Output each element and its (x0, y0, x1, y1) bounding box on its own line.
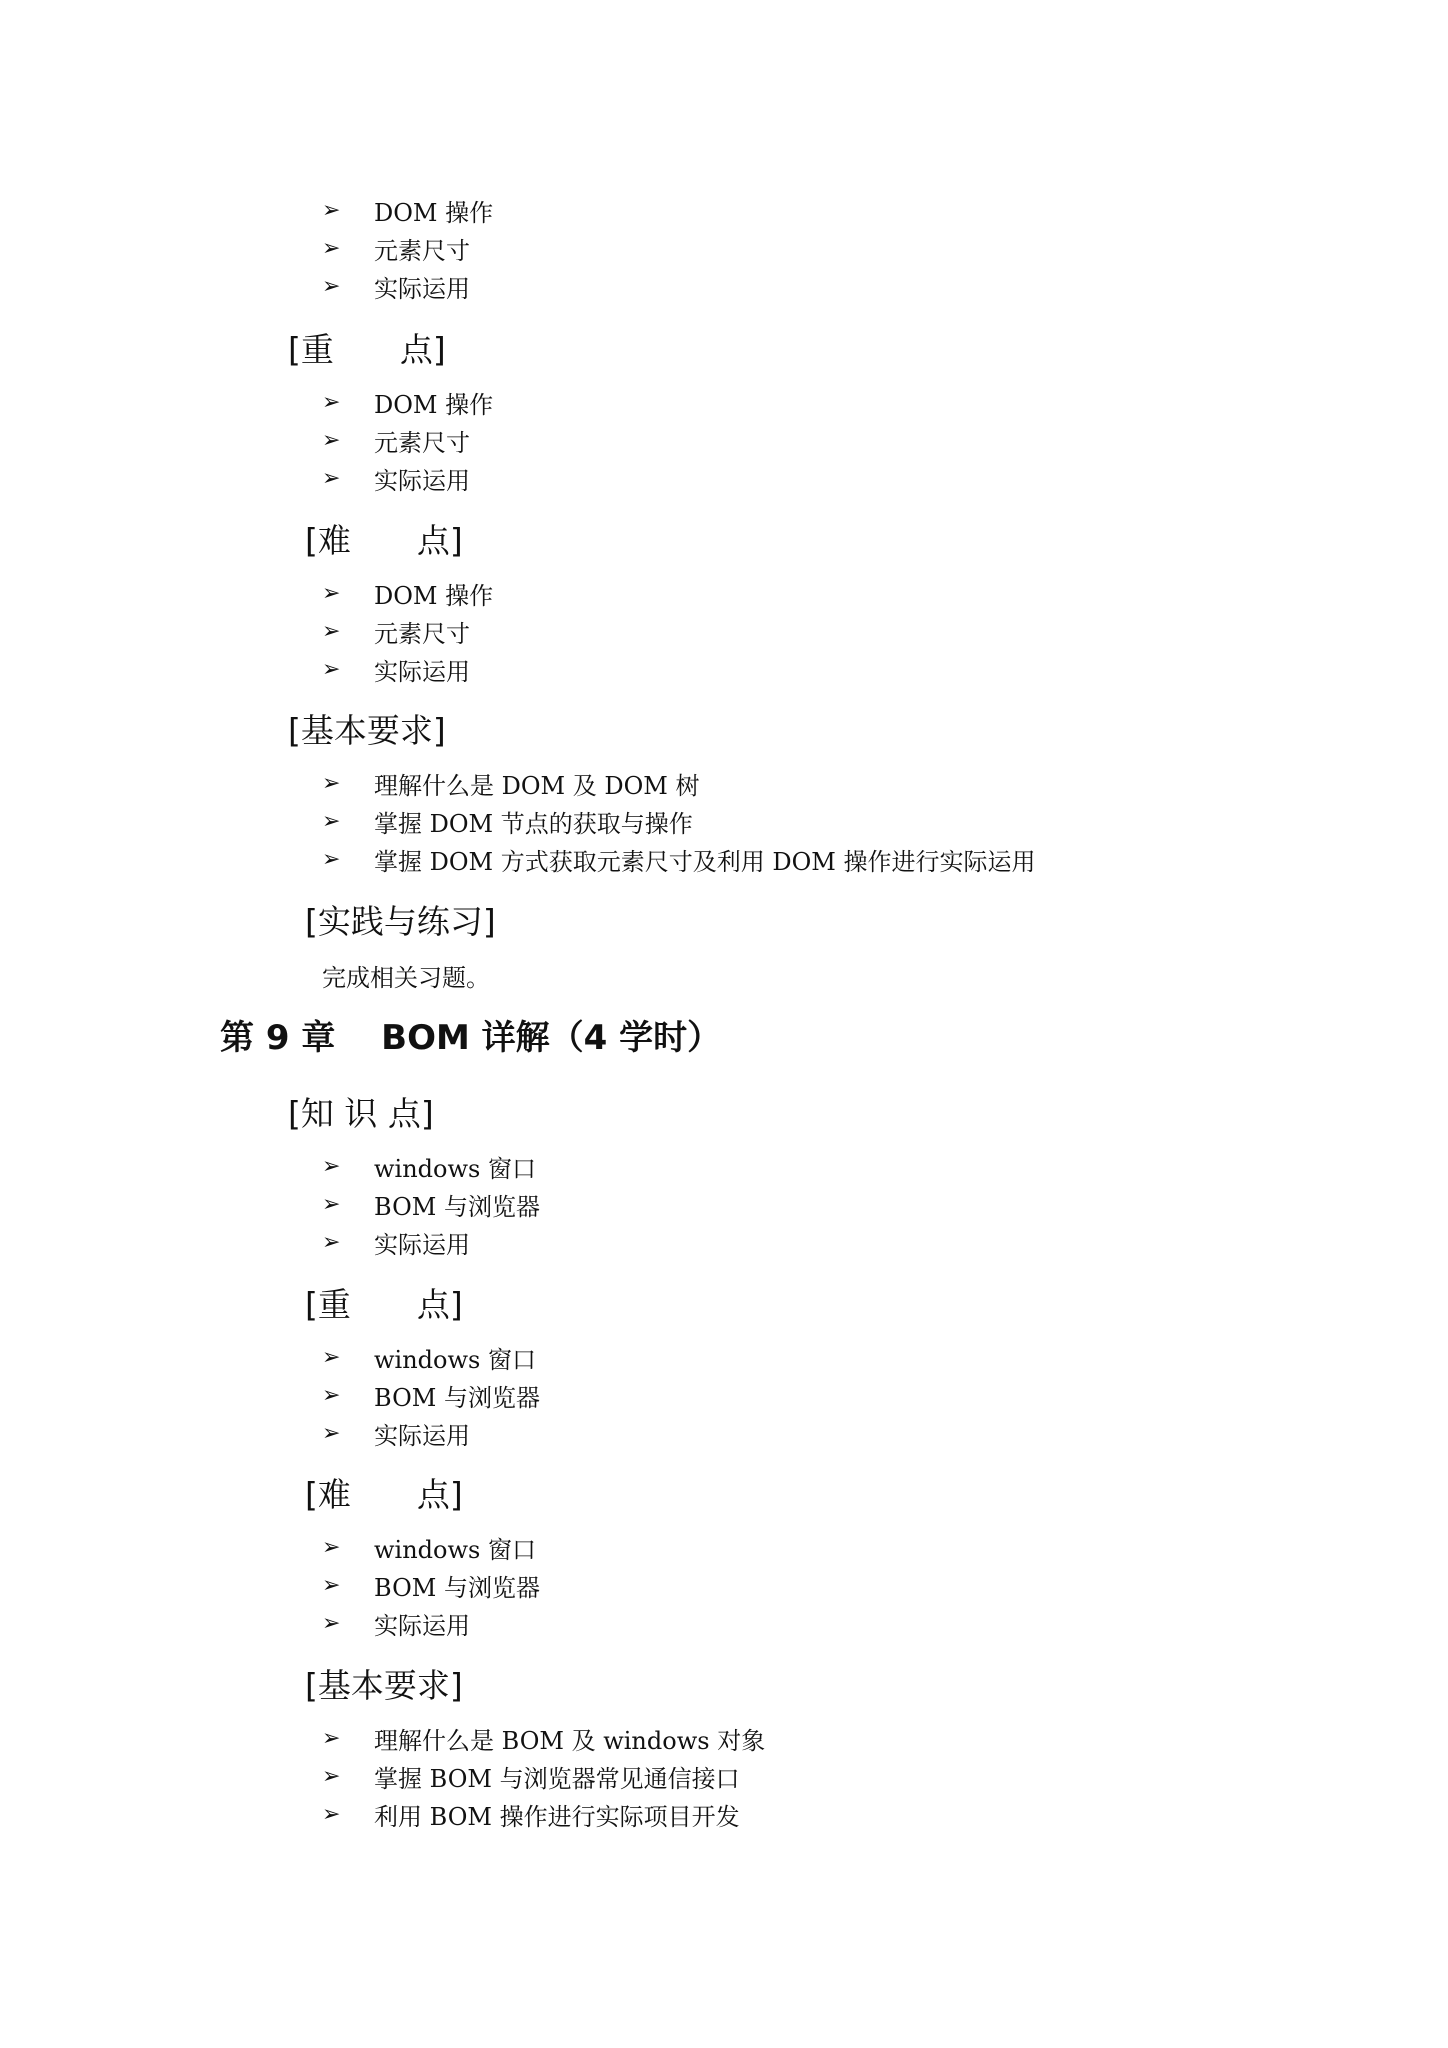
list-item-text: 实际运用 (374, 274, 470, 303)
list-item (322, 840, 1036, 878)
list-item-text: 元素尺寸 (374, 428, 470, 457)
list-item-text: BOM 与浏览器 (374, 1573, 540, 1602)
bullet-arrow-icon: ➢ (322, 1763, 341, 1789)
list-item-text: 实际运用 (374, 657, 470, 686)
bullet-arrow-icon: ➢ (322, 1610, 341, 1636)
bullet-arrow-icon: ➢ (322, 1191, 341, 1217)
list-item-text: windows 窗口 (374, 1535, 536, 1564)
list-item (322, 574, 493, 612)
bullet-arrow-icon: ➢ (322, 808, 341, 834)
list-item (322, 1604, 540, 1642)
list-item (322, 650, 493, 688)
list-item-text: BOM 与浏览器 (374, 1383, 540, 1412)
bullet-arrow-icon: ➢ (322, 427, 341, 453)
ch9-difficulties-heading: [难 点] (305, 1475, 463, 1514)
ch9-requirements-heading: [基本要求] (305, 1666, 463, 1705)
list-item (322, 1338, 540, 1376)
list-item (322, 1414, 540, 1452)
list-item (322, 1566, 540, 1604)
ch9-knowledge-heading: [知 识 点] (288, 1094, 434, 1133)
list-item-text: 理解什么是 BOM 及 windows 对象 (374, 1726, 766, 1755)
chapter-title: 第 9 章 BOM 详解（4 学时） (220, 1018, 722, 1058)
bullet-arrow-icon: ➢ (322, 1534, 341, 1560)
list-item-text: 实际运用 (374, 1421, 470, 1450)
ch8-key-points-list (322, 383, 493, 497)
list-item (322, 459, 493, 497)
list-item-text: 元素尺寸 (374, 619, 470, 648)
bullet-arrow-icon: ➢ (322, 1725, 341, 1751)
ch8-key-points-heading: [重 点] (288, 330, 446, 369)
list-item-text: 利用 BOM 操作进行实际项目开发 (374, 1802, 740, 1831)
list-item-text: 实际运用 (374, 466, 470, 495)
list-item-text: 元素尺寸 (374, 236, 470, 265)
list-item-text: 实际运用 (374, 1230, 470, 1259)
bullet-arrow-icon: ➢ (322, 618, 341, 644)
list-item (322, 1376, 540, 1414)
bullet-arrow-icon: ➢ (322, 1382, 341, 1408)
list-item (322, 1147, 540, 1185)
ch8-practice-text: 完成相关习题。 (322, 964, 490, 992)
ch8-requirements-heading: [基本要求] (288, 711, 446, 750)
list-item (322, 267, 493, 305)
bullet-arrow-icon: ➢ (322, 770, 341, 796)
bullet-arrow-icon: ➢ (322, 1420, 341, 1446)
ch8-difficulties-heading: [难 点] (305, 521, 463, 560)
list-item (322, 421, 493, 459)
list-item-text: BOM 与浏览器 (374, 1192, 540, 1221)
list-item (322, 1795, 765, 1833)
bullet-arrow-icon: ➢ (322, 580, 341, 606)
list-item-text: DOM 操作 (374, 198, 494, 227)
bullet-arrow-icon: ➢ (322, 656, 341, 682)
bullet-arrow-icon: ➢ (322, 1572, 341, 1598)
ch8-requirements-list (322, 764, 1036, 878)
list-item (322, 229, 493, 267)
bullet-arrow-icon: ➢ (322, 1153, 341, 1179)
list-item-text: windows 窗口 (374, 1154, 536, 1183)
list-item-text: 掌握 DOM 节点的获取与操作 (374, 809, 693, 838)
ch9-requirements-list (322, 1719, 765, 1833)
list-item (322, 1223, 540, 1261)
list-item-text: 实际运用 (374, 1611, 470, 1640)
list-item-text: 掌握 BOM 与浏览器常见通信接口 (374, 1764, 740, 1793)
ch9-key-points-list (322, 1338, 540, 1452)
list-item (322, 1757, 765, 1795)
bullet-arrow-icon: ➢ (322, 846, 341, 872)
bullet-arrow-icon: ➢ (322, 1344, 341, 1370)
bullet-arrow-icon: ➢ (322, 273, 341, 299)
bullet-arrow-icon: ➢ (322, 465, 341, 491)
ch8-knowledge-list (322, 191, 493, 305)
ch9-knowledge-list (322, 1147, 540, 1261)
ch8-practice-heading: [实践与练习] (305, 902, 496, 941)
list-item (322, 383, 493, 421)
list-item (322, 764, 1036, 802)
ch8-difficulties-list (322, 574, 493, 688)
list-item-text: DOM 操作 (374, 581, 494, 610)
ch9-difficulties-list (322, 1528, 540, 1642)
list-item-text: DOM 操作 (374, 390, 494, 419)
list-item-text: 理解什么是 DOM 及 DOM 树 (374, 771, 700, 800)
bullet-arrow-icon: ➢ (322, 1801, 341, 1827)
list-item (322, 1185, 540, 1223)
list-item (322, 612, 493, 650)
list-item (322, 1528, 540, 1566)
list-item-text: windows 窗口 (374, 1345, 536, 1374)
list-item (322, 802, 1036, 840)
list-item (322, 1719, 765, 1757)
bullet-arrow-icon: ➢ (322, 235, 341, 261)
list-item-text: 掌握 DOM 方式获取元素尺寸及利用 DOM 操作进行实际运用 (374, 847, 1036, 876)
bullet-arrow-icon: ➢ (322, 197, 341, 223)
bullet-arrow-icon: ➢ (322, 1229, 341, 1255)
bullet-arrow-icon: ➢ (322, 389, 341, 415)
list-item (322, 191, 493, 229)
ch9-key-points-heading: [重 点] (305, 1285, 463, 1324)
